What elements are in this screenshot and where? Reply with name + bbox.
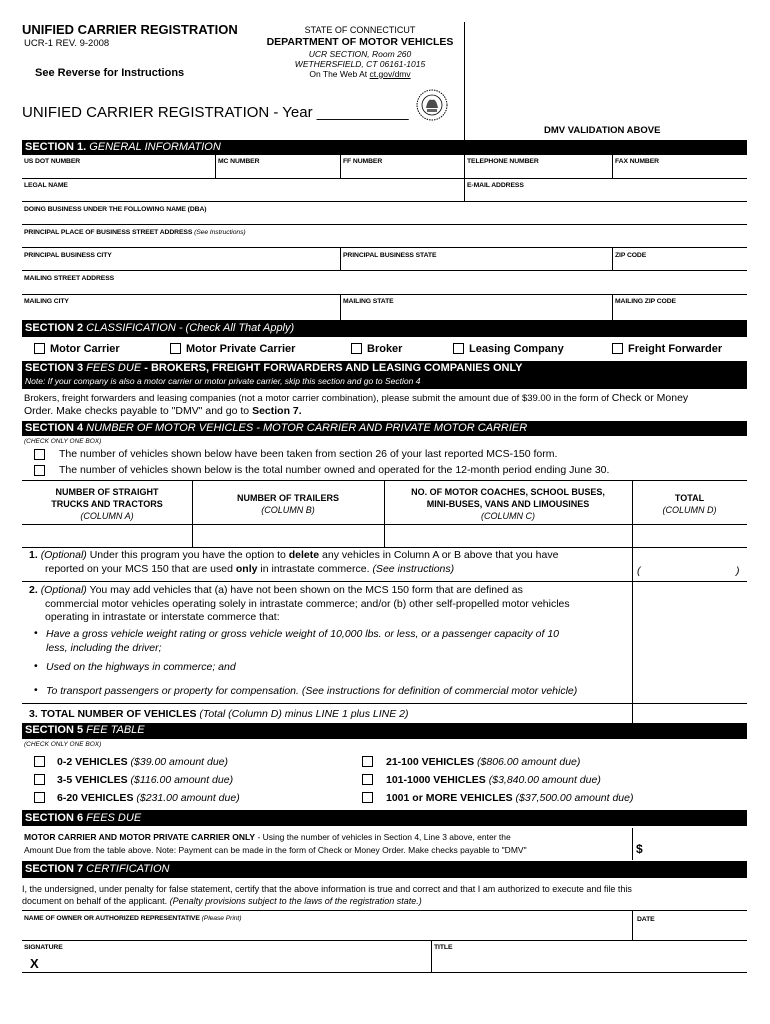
principal-city-label: PRINCIPAL BUSINESS CITY: [24, 252, 112, 259]
ff-number-label: FF NUMBER: [343, 158, 383, 165]
date-label: DATE: [637, 916, 655, 923]
bullet-2: Used on the highways in commerce; and: [46, 661, 236, 673]
form-revision: UCR-1 REV. 9-2008: [24, 38, 110, 49]
fee-101-1000-label: 101-1000 VEHICLES ($3,840.00 amount due): [386, 774, 601, 786]
dollar-sign: $: [636, 842, 643, 856]
broker-label: Broker: [367, 343, 403, 355]
line-2-text-b: commercial motor vehicles operating solely in intrastate commerce; and/or (b) other self-propelled motor vehicles: [45, 598, 570, 610]
fax-label: FAX NUMBER: [615, 158, 659, 165]
line-1-paren-close: ): [736, 565, 740, 577]
column-a-header: NUMBER OF STRAIGHT TRUCKS AND TRACTORS (COLUMN A): [51, 487, 163, 521]
fee-0-2-checkbox[interactable]: [34, 756, 45, 767]
principal-street-label: PRINCIPAL PLACE OF BUSINESS STREET ADDRESS (See Instructions): [24, 229, 246, 236]
certification-text-1: I, the undersigned, under penalty for false statement, certify that the above information is true and correct and that I am authorized to execute and file this: [22, 884, 632, 894]
mailing-street-label: MAILING STREET ADDRESS: [24, 275, 115, 282]
fee-6-20-label: 6-20 VEHICLES ($231.00 amount due): [57, 792, 240, 804]
title-label: TITLE: [434, 944, 453, 951]
line-2-text-a: 2. (Optional) You may add vehicles that (a) have not been shown on the MCS 150 form that are defined as: [29, 584, 523, 596]
twelve-month-option-label: The number of vehicles shown below is the total number owned and operated for the 12-month period ending June 30.: [59, 464, 610, 476]
fee-101-1000-checkbox[interactable]: [362, 774, 373, 785]
line-2-text-c: operating in intrastate or interstate commerce that:: [45, 611, 280, 623]
section-1-header: SECTION 1. GENERAL INFORMATION: [22, 140, 747, 155]
twelve-month-checkbox[interactable]: [34, 465, 45, 476]
broker-checkbox[interactable]: [351, 343, 362, 354]
owner-name-label: NAME OF OWNER OR AUTHORIZED REPRESENTATIVE (Please Print): [24, 915, 242, 922]
bullet-dot-3: •: [34, 684, 38, 696]
section-7-header: SECTION 7 CERTIFICATION: [22, 861, 747, 878]
line-1-input[interactable]: [645, 562, 733, 578]
line-1-paren-open: (: [637, 565, 641, 577]
amount-due-input[interactable]: [646, 832, 746, 858]
line-2-input[interactable]: [635, 584, 745, 704]
validation-label: DMV VALIDATION ABOVE: [544, 125, 661, 136]
dept-address-2: WETHERSFIELD, CT 06161-1015: [294, 59, 426, 69]
fee-21-100-label: 21-100 VEHICLES ($806.00 amount due): [386, 756, 581, 768]
mcs150-option-label: The number of vehicles shown below have been taken from section 26 of your last reported MCS-150 form.: [59, 448, 558, 460]
signature-x-mark: X: [30, 956, 39, 971]
section-6-text-1: MOTOR CARRIER AND MOTOR PRIVATE CARRIER ONLY - Using the number of vehicles in Section 4, Line 3 above, enter the: [24, 832, 511, 842]
mailing-zip-label: MAILING ZIP CODE: [615, 298, 676, 305]
year-title: UNIFIED CARRIER REGISTRATION - Year ___________: [22, 104, 409, 121]
leasing-company-label: Leasing Company: [469, 343, 564, 355]
motor-carrier-label: Motor Carrier: [50, 343, 120, 355]
motor-private-carrier-checkbox[interactable]: [170, 343, 181, 354]
principal-state-label: PRINCIPAL BUSINESS STATE: [343, 252, 437, 259]
bullet-dot-2: •: [34, 660, 38, 672]
section-2-header: SECTION 2 CLASSIFICATION - (Check All That Apply): [22, 320, 747, 337]
see-reverse-note: See Reverse for Instructions: [35, 67, 185, 79]
form-title: UNIFIED CARRIER REGISTRATION: [22, 22, 238, 37]
fee-3-5-label: 3-5 VEHICLES ($116.00 amount due): [57, 774, 234, 786]
fee-21-100-checkbox[interactable]: [362, 756, 373, 767]
section-4-header: SECTION 4 NUMBER OF MOTOR VEHICLES - MOTOR CARRIER AND PRIVATE MOTOR CARRIER: [22, 421, 747, 447]
bullet-1-line-a: Have a gross vehicle weight rating or gross vehicle weight of 10,000 lbs. or less, or a passenger capacity of 10: [46, 628, 560, 640]
section-5-check-one: (CHECK ONLY ONE BOX): [22, 739, 747, 751]
owner-name-input[interactable]: [24, 925, 629, 939]
section-3-text-1: Brokers, freight forwarders and leasing companies (not a motor carrier combination), please submit the amount due of $39.00 in the form of Check or Money: [24, 392, 689, 404]
date-input[interactable]: [636, 925, 744, 939]
line-3-input[interactable]: [635, 705, 745, 722]
bullet-3: To transport passengers or property for compensation. (See instructions for definition of commercial motor vehicle): [46, 685, 578, 697]
signature-input[interactable]: [45, 953, 427, 971]
state-name: STATE OF CONNECTICUT: [304, 25, 416, 35]
fee-0-2-label: 0-2 VEHICLES ($39.00 amount due): [57, 756, 229, 768]
line-1-text-b: reported on your MCS 150 that are used only in intrastate commerce. (See instructions): [45, 563, 455, 575]
fee-1001-plus-label: 1001 or MORE VEHICLES ($37,500.00 amount due): [386, 792, 634, 804]
column-b-header: NUMBER OF TRAILERS (COLUMN B): [237, 493, 339, 515]
mailing-city-label: MAILING CITY: [24, 298, 69, 305]
mcs150-checkbox[interactable]: [34, 449, 45, 460]
bullet-1-line-b: less, including the driver;: [46, 642, 162, 654]
section-3-text-2: Order. Make checks payable to "DMV" and go to Section 7.: [24, 405, 302, 417]
line-1-text-a: 1. (Optional) Under this program you have the option to delete any vehicles in Column A or B above that you have: [29, 549, 559, 561]
motor-carrier-checkbox[interactable]: [34, 343, 45, 354]
web-line: [255, 69, 465, 79]
dba-label: DOING BUSINESS UNDER THE FOLLOWING NAME (DBA): [24, 206, 207, 213]
title-input[interactable]: [436, 953, 744, 971]
leasing-company-checkbox[interactable]: [453, 343, 464, 354]
us-dot-label: US DOT NUMBER: [24, 158, 81, 165]
email-label: E-MAIL ADDRESS: [467, 182, 524, 189]
legal-name-label: LEGAL NAME: [24, 182, 68, 189]
section-6-text-2: Amount Due from the table above. Note: Payment can be made in the form of Check or Money Order. Make checks payable to "DMV": [24, 845, 527, 855]
line-3-text: 3. TOTAL NUMBER OF VEHICLES (Total (Column D) minus LINE 1 plus LINE 2): [29, 708, 409, 720]
column-c-header: NO. OF MOTOR COACHES, SCHOOL BUSES, MINI-BUSES, VANS AND LIMOUSINES (COLUMN C): [411, 487, 605, 521]
state-seal-icon: [415, 88, 449, 122]
column-d-header: TOTAL (COLUMN D): [662, 493, 717, 515]
web-link[interactable]: ct.gov/dmv: [369, 69, 411, 79]
signature-label: SIGNATURE: [24, 944, 63, 951]
dept-address-1: UCR SECTION, Room 260: [308, 49, 412, 59]
mc-number-label: MC NUMBER: [218, 158, 260, 165]
mailing-state-label: MAILING STATE: [343, 298, 394, 305]
section-5-header: SECTION 5 FEE TABLE: [22, 723, 747, 751]
fee-3-5-checkbox[interactable]: [34, 774, 45, 785]
bullet-dot-1: •: [34, 627, 38, 639]
department-name: DEPARTMENT OF MOTOR VEHICLES: [266, 36, 454, 48]
section-6-header: SECTION 6 FEES DUE: [22, 810, 747, 826]
section-3-note: Note: If your company is also a motor carrier or motor private carrier, skip this section and go to Section 4: [25, 376, 421, 386]
freight-forwarder-label: Freight Forwarder: [628, 343, 723, 355]
freight-forwarder-checkbox[interactable]: [612, 343, 623, 354]
telephone-label: TELEPHONE NUMBER: [467, 158, 539, 165]
section-3-header: SECTION 3 FEES DUE - BROKERS, FREIGHT FORWARDERS AND LEASING COMPANIES ONLY Note: If your company is also a motor carrier or motor private carrier, skip this section and go to Section 4: [22, 361, 747, 389]
zip-code-label: ZIP CODE: [615, 252, 647, 259]
certification-text-2: document on behalf of the applicant. (Penalty provisions subject to the laws of the registration state.): [22, 896, 422, 906]
fee-1001-plus-checkbox[interactable]: [362, 792, 373, 803]
motor-private-carrier-label: Motor Private Carrier: [186, 343, 296, 355]
fee-6-20-checkbox[interactable]: [34, 792, 45, 803]
web-prefix: On The Web At: [309, 69, 368, 79]
section-4-check-one: (CHECK ONLY ONE BOX): [22, 436, 747, 447]
